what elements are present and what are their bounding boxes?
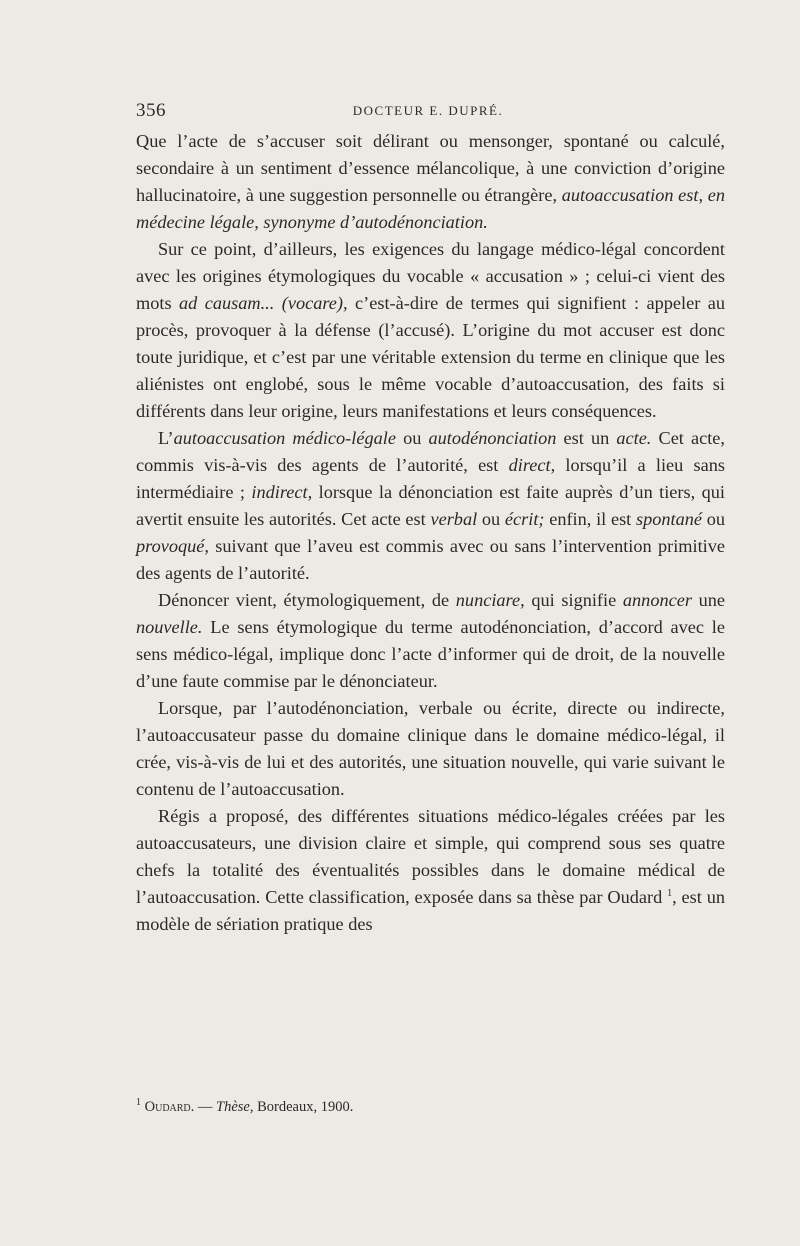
paragraph-3-text-k: lorsque la dénonciation est faite auprès d’un tiers, qui avertit ensuite les autorités. Cet acte est [136, 482, 725, 529]
paragraph-3-text-s: suivant que l’aveu est commis avec ou sans l’intervention primitive des agents de l’autorité. [136, 536, 725, 583]
paragraph-4-italic-f: nouvelle. [136, 617, 203, 637]
paragraph-4-text-g: Le sens étymologique du terme autodénonciation, d’accord avec le sens médico-légal, implique donc l’acte d’informer qui de droit, de la nouvelle d’une faute commise par le dénonciateur. [136, 617, 725, 691]
paragraph-2-text-c: c’est-à-dire de termes qui signifient : appeler au procès, provoquer à la défense (l’accusé). L’origine du mot accuser est donc toute juridique, et c’est par une véritable extension du terme en clinique que les aliénistes ont englobé, sous le même vocable d’autoaccusation, des faits si différents dans leur origine, leurs manifestations et leurs conséquences. [136, 293, 726, 421]
footnote-rest: Bordeaux, 1900. [253, 1099, 354, 1115]
paragraph-3-text-q: ou [702, 509, 726, 529]
footnote [136, 1097, 725, 1117]
paragraph-3-text-a: L’ [158, 428, 174, 448]
paragraph-4-italic-b: nunciare, [455, 590, 525, 610]
paragraph-3-italic-f: acte. [616, 428, 652, 448]
footnote-dash: — [194, 1099, 217, 1115]
paragraph-6-text-a: Régis a proposé, des différentes situations médico-légales créées par les autoaccusateurs, une division claire et simple, qui comprend sous ses quatre chefs la totalité des éventualités possibles dans le domaine médical de l’autoaccusation. Cette classification, exposée dans sa thèse par Oudard [136, 806, 725, 907]
paragraph-4-text-a: Dénoncer vient, étymologiquement, de [158, 590, 456, 610]
footnote-title: Thèse, [216, 1099, 254, 1115]
paragraph-4 [136, 587, 725, 695]
page-header [136, 100, 720, 124]
running-head: DOCTEUR E. DUPRÉ. [352, 103, 504, 118]
paragraph-5 [136, 695, 725, 803]
paragraph-2-text-a: Sur ce point, d’ailleurs, les exigences du langage médico-légal concordent avec les origines étymologiques du vocable « accusation » ; celui-ci vient des mots [136, 239, 725, 313]
paragraph-3-italic-d: autodénonciation [428, 428, 557, 448]
paragraph-1-italic: autoaccusation est, en médecine légale, synonyme d’autodénonciation. [136, 185, 725, 232]
paragraph-3-italic-j: indirect, [251, 482, 313, 502]
paragraph-4-italic-d: annoncer [622, 590, 692, 610]
paragraph-3-text-e: est un [556, 428, 617, 448]
paragraph-3-italic-l: verbal [430, 509, 478, 529]
paragraph-3-text-o: enfin, il est [544, 509, 636, 529]
paragraph-3-text-m: ou [477, 509, 505, 529]
paragraph-4-text-e: une [691, 590, 726, 610]
paragraph-2-italic-b: ad causam... (vocare), [179, 293, 348, 313]
paragraph-6 [136, 803, 725, 938]
paragraph-3 [136, 425, 725, 587]
paragraph-1-text: Que l’acte de s’accuser soit délirant ou mensonger, spontané ou calculé, secondaire à un sentiment d’essence mélancolique, à une conviction d’origine hallucinatoire, à une suggestion personnelle ou étrangère, [136, 131, 725, 205]
paragraph-2 [136, 236, 725, 425]
paragraph-5-text: Lorsque, par l’autodénonciation, verbale ou écrite, directe ou indirecte, l’autoaccusateur passe du domaine clinique dans le domaine médico-légal, il crée, vis-à-vis de lui et des autorités, une situation nouvelle, qui varie suivant le contenu de l’autoaccusation. [136, 698, 725, 799]
body-text [136, 128, 725, 938]
paragraph-3-text-c: ou [395, 428, 429, 448]
footnote-marker: 1 [136, 1097, 141, 1109]
page-number: 356 [136, 100, 166, 121]
paragraph-4-text-c: qui signifie [524, 590, 623, 610]
footnote-reference[interactable]: 1 [667, 887, 673, 899]
paragraph-3-text-i: lorsqu’il a lieu sans intermédiaire ; [136, 455, 725, 502]
paragraph-6-text-b: , est un modèle de sériation pratique des [136, 887, 725, 934]
paragraph-3-italic-b: autoaccusation médico-légale [173, 428, 396, 448]
paragraph-3-italic-h: direct, [508, 455, 556, 475]
paragraph-3-italic-r: provoqué, [136, 536, 209, 556]
paragraph-3-text-g: Cet acte, commis vis-à-vis des agents de l’autorité, est [136, 428, 725, 475]
footnote-author: Oudard. [144, 1099, 195, 1115]
paragraph-3-italic-n: écrit; [504, 509, 545, 529]
paragraph-3-italic-p: spontané [635, 509, 702, 529]
paragraph-1 [136, 128, 725, 236]
